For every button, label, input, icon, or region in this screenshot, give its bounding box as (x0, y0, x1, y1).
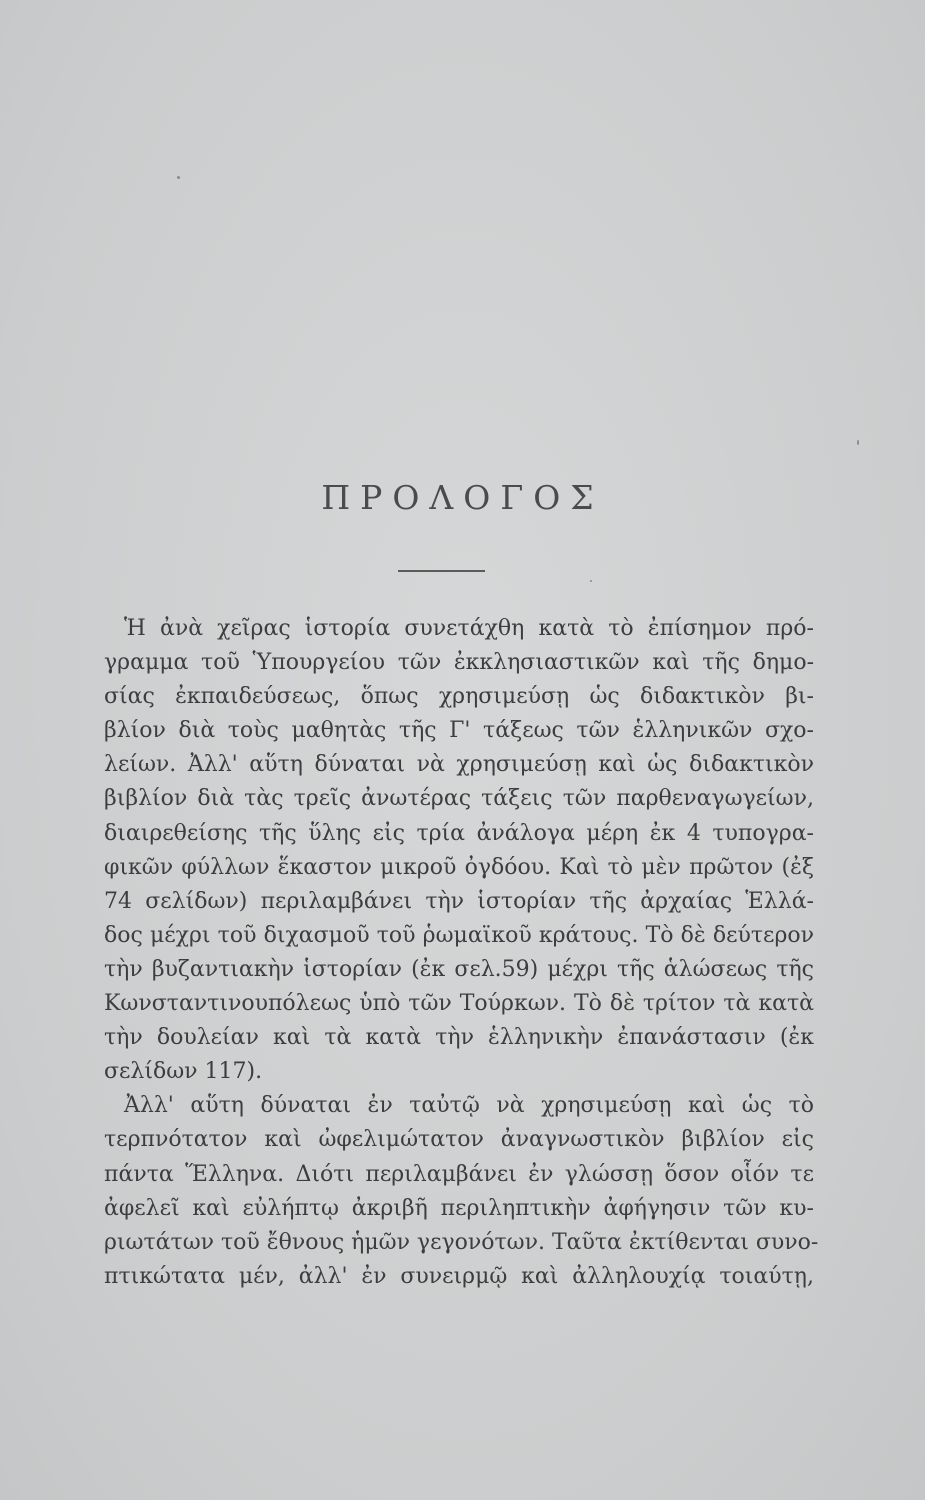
text-line: σίας ἐκπαιδεύσεως, ὅπως χρησιμεύσῃ ὡς διδακτικὸν βι- (104, 684, 814, 710)
text-line: Κωνσταντινουπόλεως ὑπὸ τῶν Τούρκων. Τὸ δὲ τρίτον τὰ κατὰ (104, 991, 814, 1017)
paper-speck (177, 176, 180, 179)
title-divider (398, 570, 485, 572)
text-line: 74 σελίδων) περιλαμβάνει τὴν ἱστορίαν τῆς ἀρχαίας Ἑλλά- (104, 888, 814, 914)
text-line: τερπνότατον καὶ ὠφελιμώτατον ἀναγνωστικὸν βιβλίον εἰς (104, 1127, 814, 1153)
page-title: ΠΡΟΛΟΓΟΣ (321, 478, 604, 517)
paragraph (104, 1089, 819, 1294)
text-line: διαιρεθείσης τῆς ὕλης εἰς τρία ἀνάλογα μέρη ἐκ 4 τυπογρα- (104, 820, 814, 846)
text-line: βιβλίον διὰ τὰς τρεῖς ἀνωτέρας τάξεις τῶν παρθεναγωγείων, (104, 786, 814, 812)
text-line: βλίον διὰ τοὺς μαθητὰς τῆς Γ' τάξεως τῶν ἑλληνικῶν σχο- (104, 718, 814, 744)
text-line: λείων. Ἀλλ' αὕτη δύναται νὰ χρησιμεύσῃ καὶ ὡς διδακτικὸν (104, 752, 814, 778)
text-line: γραμμα τοῦ Ὑπουργείου τῶν ἐκκλησιαστικῶν καὶ τῆς δημο- (104, 650, 814, 676)
paper-speck (590, 580, 592, 582)
prologue-text (104, 612, 819, 1294)
text-line: πτικώτατα μέν, ἀλλ' ἐν συνειρμῷ καὶ ἀλληλουχίᾳ τοιαύτῃ, (104, 1263, 814, 1289)
text-line: τὴν δουλείαν καὶ τὰ κατὰ τὴν ἑλληνικὴν ἐπανάστασιν (ἐκ (104, 1025, 814, 1051)
text-line: Ἀλλ' αὕτη δύναται ἐν ταὐτῷ νὰ χρησιμεύσῃ καὶ ὡς τὸ (124, 1093, 814, 1119)
text-line: τὴν βυζαντιακὴν ἱστορίαν (ἐκ σελ.59) μέχρι τῆς ἁλώσεως τῆς (104, 956, 814, 982)
text-line: πάντα Ἕλληνα. Διότι περιλαμβάνει ἐν γλώσσῃ ὅσον οἷόν τε (104, 1161, 814, 1187)
text-line: Ἡ ἀνὰ χεῖρας ἱστορία συνετάχθη κατὰ τὸ ἐπίσημον πρό- (124, 616, 814, 641)
paper-speck (857, 440, 859, 445)
text-line: ριωτάτων τοῦ ἔθνους ἡμῶν γεγονότων. Ταῦτα ἐκτίθενται συνο- (104, 1229, 819, 1255)
text-line: ἀφελεῖ καὶ εὐλήπτῳ ἀκριβῆ περιληπτικὴν ἀφήγησιν τῶν κυ- (104, 1195, 814, 1221)
text-line: δος μέχρι τοῦ διχασμοῦ τοῦ ῥωμαϊκοῦ κράτους. Τὸ δὲ δεύτερον (104, 922, 814, 948)
text-line: σελίδων 117). (104, 1059, 263, 1085)
paragraph (104, 612, 814, 1089)
text-line: φικῶν φύλλων ἕκαστον μικροῦ ὀγδόου. Καὶ τὸ μὲν πρῶτον (ἐξ (104, 854, 814, 880)
